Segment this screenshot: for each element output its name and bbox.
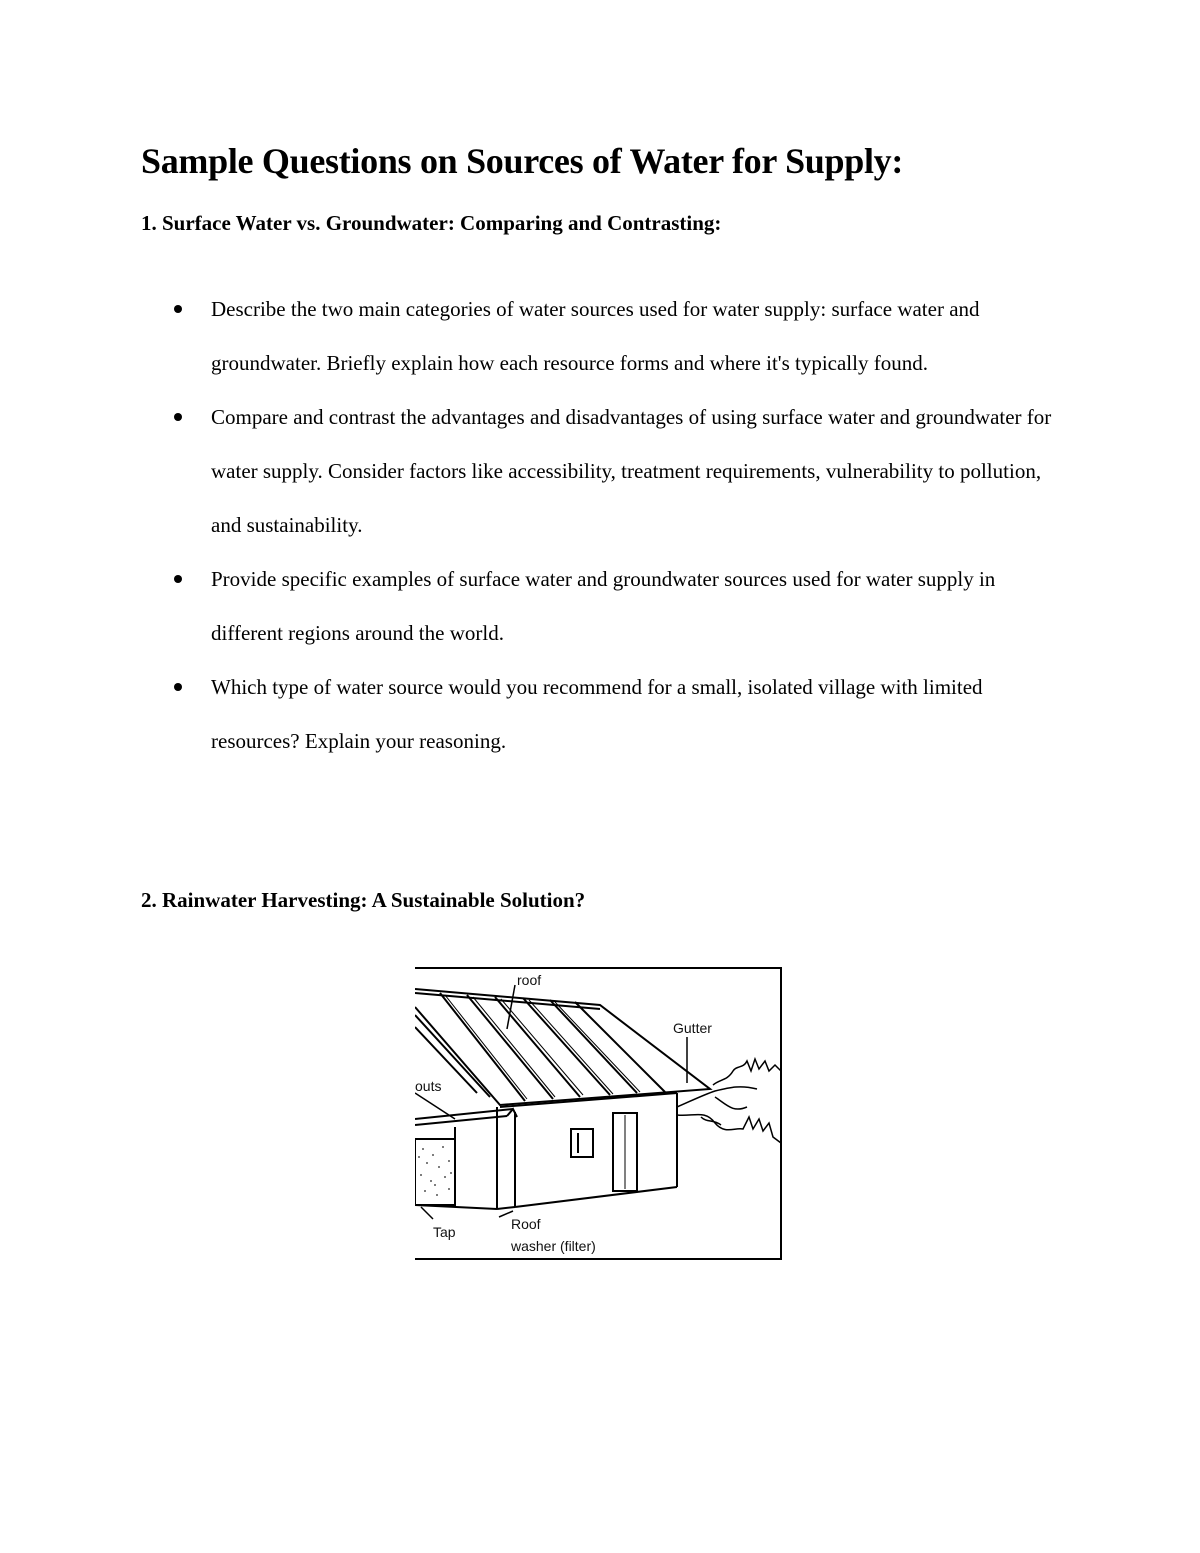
list-item-text: Describe the two main categories of water sources used for water supply: surface water and groundwater. Briefly explain how each resource forms and where it's typically found. — [211, 297, 980, 375]
list-item-text: Provide specific examples of surface water and groundwater sources used for water supply in different regions around the world. — [211, 567, 996, 645]
bullet-icon — [174, 413, 182, 421]
list-item — [168, 390, 1068, 552]
bullet-icon — [174, 305, 182, 313]
door-shape — [613, 1113, 637, 1191]
page-title: Sample Questions on Sources of Water for Supply: — [141, 141, 904, 181]
storage-tank — [415, 1127, 455, 1207]
list-item — [168, 660, 1068, 768]
bullet-icon — [174, 683, 182, 691]
downspouts-label: outs — [415, 1078, 442, 1094]
roof-shape — [415, 989, 710, 1105]
list-item-text: Compare and contrast the advantages and disadvantages of using surface water and groundwater for water supply. Consider factors like accessibility, treatment requirements, vulnerability to pollution, and sustainability. — [211, 405, 1052, 537]
window-shape — [571, 1129, 593, 1157]
house-illustration — [415, 967, 783, 1261]
rainwater-harvesting-figure — [415, 967, 783, 1261]
list-item-text: Which type of water source would you recommend for a small, isolated village with limited resources? Explain your reasoning. — [211, 675, 983, 753]
list-item — [168, 282, 1068, 390]
question-list — [168, 282, 1068, 768]
landscape-shrubs — [677, 1059, 781, 1143]
roof-washer-label-line2: washer (filter) — [511, 1238, 596, 1254]
gutter-label: Gutter — [673, 1020, 712, 1036]
roof-washer-label-line1: Roof — [511, 1216, 541, 1232]
section-heading-1: 1. Surface Water vs. Groundwater: Comparing and Contrasting: — [141, 211, 722, 235]
bullet-icon — [174, 575, 182, 583]
section-heading-2: 2. Rainwater Harvesting: A Sustainable Solution? — [141, 888, 586, 912]
tap-label: Tap — [433, 1224, 456, 1240]
roof-label: roof — [517, 972, 542, 988]
list-item — [168, 552, 1068, 660]
